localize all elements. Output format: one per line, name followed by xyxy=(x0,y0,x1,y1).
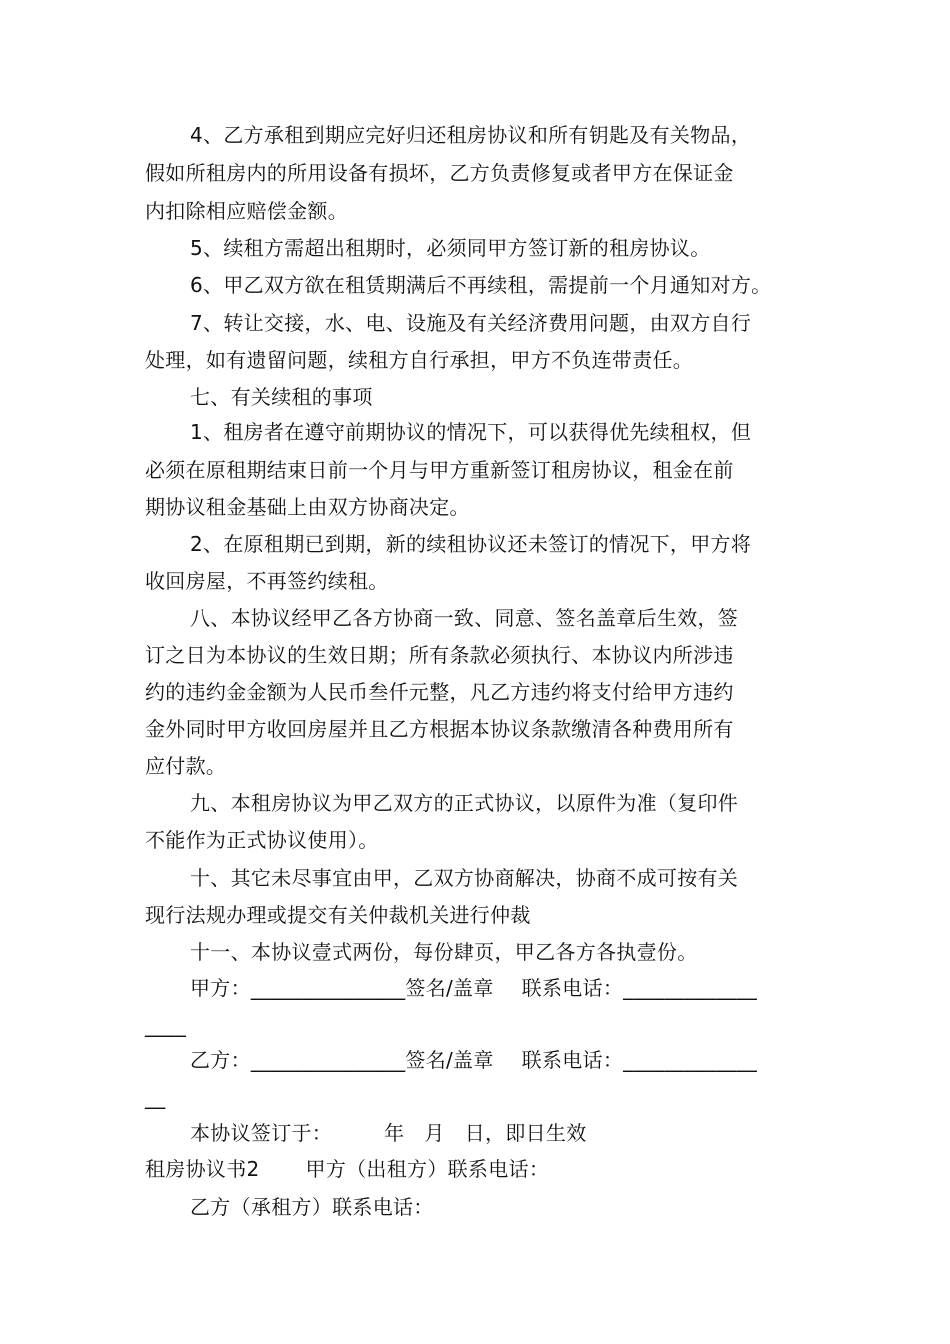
section-8-line-3: 约的违约金金额为人民币叁仟元整，凡乙方违约将支付给甲方违约 xyxy=(145,680,734,704)
next-agreement-party-a: 甲方（出租方）联系电话： xyxy=(305,1157,550,1181)
clause-7-line-1: 7、转让交接，水、电、设施及有关经济费用问题，由双方自行 xyxy=(190,311,752,335)
clause-4-line-1: 4、乙方承租到期应完好归还租房协议和所有钥匙及有关物品， xyxy=(190,123,752,147)
section-8-line-1: 八、本协议经甲乙各方协商一致、同意、签名盖章后生效，签 xyxy=(190,606,739,630)
section-10-line-2: 现行法规办理或提交有关仲裁机关进行仲裁 xyxy=(145,903,531,927)
section-7-heading: 七、有关续租的事项 xyxy=(190,385,373,409)
signing-date-label: 本协议签订于： xyxy=(190,1121,333,1145)
clause-5: 5、续租方需超出租期时，必须同甲方签订新的租房协议。 xyxy=(190,236,711,260)
party-a-signature-line xyxy=(190,974,757,1002)
section-7-item-1-line-3: 期协议租金基础上由双方协商决定。 xyxy=(145,495,470,519)
party-a-phone-field[interactable]: 联系电话：_____________ xyxy=(521,976,758,1000)
section-8-line-5: 应付款。 xyxy=(145,754,227,778)
clause-6: 6、甲乙双方欲在租赁期满后不再续租，需提前一个月通知对方。 xyxy=(190,273,772,297)
section-9-line-1: 九、本租房协议为甲乙双方的正式协议，以原件为准（复印件 xyxy=(190,791,739,815)
section-7-item-2-line-2: 收回房屋，不再签约续租。 xyxy=(145,569,389,593)
next-agreement-title: 租房协议书2 xyxy=(145,1157,260,1181)
clause-4-line-2: 假如所租房内的所用设备有损坏，乙方负责修复或者甲方在保证金 xyxy=(145,161,734,185)
section-7-item-1-line-1: 1、租房者在遵守前期协议的情况下，可以获得优先续租权，但 xyxy=(190,420,752,444)
clause-4-line-3: 内扣除相应赔偿金额。 xyxy=(145,199,348,223)
section-7-item-2-line-1: 2、在原租期已到期，新的续租协议还未签订的情况下，甲方将 xyxy=(190,532,752,556)
signing-date-month: 月 xyxy=(424,1121,445,1145)
party-b-phone-field-wrap: __ xyxy=(145,1085,166,1109)
signing-date-year: 年 xyxy=(384,1121,405,1145)
next-agreement-party-b: 乙方（承租方）联系电话： xyxy=(190,1195,434,1219)
party-a-phone-field-wrap: ____ xyxy=(145,1013,187,1037)
section-7-item-1-line-2: 必须在原租期结束日前一个月与甲方重新签订租房协议，租金在前 xyxy=(145,458,734,482)
section-10-line-1: 十、其它未尽事宜由甲，乙双方协商解决，协商不成可按有关 xyxy=(190,866,739,890)
section-9-line-2: 不能作为正式协议使用）。 xyxy=(145,828,379,852)
party-b-signature-line xyxy=(190,1046,757,1074)
section-11: 十一、本协议壹式两份，每份肆页，甲乙各方各执壹份。 xyxy=(190,940,698,964)
clause-7-line-2: 处理，如有遗留问题，续租方自行承担，甲方不负连带责任。 xyxy=(145,348,694,372)
next-agreement-header xyxy=(145,1155,549,1183)
section-8-line-2: 订之日为本协议的生效日期；所有条款必须执行、本协议内所涉违 xyxy=(145,643,734,667)
signing-date-line xyxy=(190,1119,587,1147)
signing-date-day: 日，即日生效 xyxy=(464,1121,587,1145)
party-b-phone-field[interactable]: 联系电话：_____________ xyxy=(521,1048,758,1072)
party-a-signature-field[interactable]: 甲方：_______________签名/盖章 xyxy=(190,976,494,1000)
section-8-line-4: 金外同时甲方收回房屋并且乙方根据本协议条款缴清各种费用所有 xyxy=(145,717,734,741)
party-b-signature-field[interactable]: 乙方：_______________签名/盖章 xyxy=(190,1048,494,1072)
